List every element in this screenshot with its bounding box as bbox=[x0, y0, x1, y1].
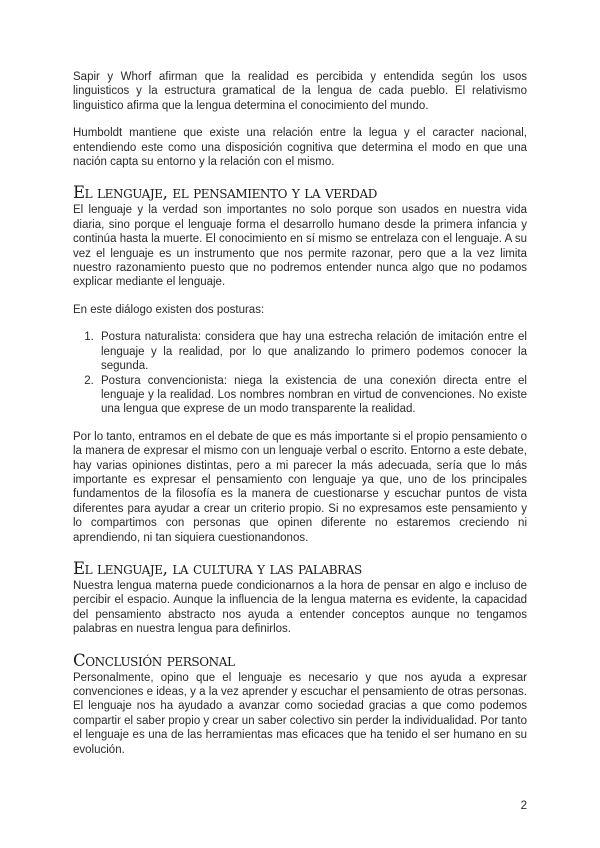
paragraph-humboldt: Humboldt mantiene que existe una relación entre la legua y el caracter nacional, entendiendo este como una disposición cognitiva que determina el modo en que una nación capta su entorno y la relación con el mismo. bbox=[73, 127, 527, 169]
paragraph-posturas-intro: En este diálogo existen dos posturas: bbox=[73, 303, 265, 316]
page-content bbox=[73, 70, 527, 770]
page-number: 2 bbox=[520, 800, 527, 812]
paragraph-debate: Por lo tanto, entramos en el debate de que es más importante si el propio pensamiento o la manera de expresar el mismo con un lenguaje verbal o escrito. Entorno a este debate, hay varias opiniones distintas, pero a mi parecer la más adecuada, sería que lo más importante es expresar el pensamiento con lenguaje ya que, uno de los principales fundamentos de la filosofía es la manera de cuestionarse y escuchar puntos de vista diferentes para ayudar a crear un criterio propio. Si no expresamos este pensamiento y lo compartimos con personas que opinen diferente no estaremos creciendo ni aprendiendo, ni tan siquiera cuestionandonos. bbox=[73, 430, 527, 544]
list-item: 2. Postura convencionista: niega la existencia de una conexión directa entre el lenguaje y la realidad. Los nombres nombran en virtud de convenciones. No existe una lengua que exprese de un modo transparente la realidad. bbox=[97, 374, 527, 417]
list-item: 1. Postura naturalista: considera que hay una estrecha relación de imitación entre el lenguaje y la realidad, por lo que analizando lo primero podemos conocer la segunda. bbox=[97, 330, 527, 373]
posturas-list bbox=[73, 330, 527, 416]
section-heading-lenguaje-pensamiento-verdad: El lenguaje, el pensamiento y la verdad bbox=[73, 183, 377, 203]
paragraph-sapir-whorf: Sapir y Whorf afirman que la realidad es percibida y entendida según los usos linguisticos y la estructura gramatical de la lengua de cada pueblo. El relativismo linguistico afirma que la lengua determina el conocimiento del mundo. bbox=[73, 71, 527, 112]
paragraph-lengua-materna: Nuestra lengua materna puede condicionarnos a la hora de pensar en algo e incluso de percibir el espacio. Aunque la influencia de la lengua materna es evidente, la capacidad del pensamiento abstracto nos ayuda a entender conceptos aunque no tengamos palabras en nuestra lengua para definirlos. bbox=[73, 579, 527, 636]
paragraph-conclusion: Personalmente, opino que el lenguaje es necesario y que nos ayuda a expresar convenciones e ideas, y a la vez aprender y escuchar el pensamiento de otras personas. El lenguaje nos ha ayudado a avanzar como sociedad gracias a que como podemos compartir el saber propio y crear un saber colectivo sin perder la individualidad. Por tanto el lenguaje es una de las herramientas mas eficaces que ha tenido el ser humano en su evolución. bbox=[73, 671, 527, 756]
paragraph-lenguaje-verdad: El lenguaje y la verdad son importantes no solo porque son usados en nuestra vida diaria, sino porque el lenguaje forma el desarrollo humano desde la primera infancia y continúa hasta la muerte. El conocimiento en sí mismo se entrelaza con el lenguaje. A su vez el lenguaje es un instrumento que nos permite razonar, pero que a la vez limita nuestro razonamiento puesto que no podremos entender nunca algo que no podamos explicar mediante el lenguaje. bbox=[73, 204, 527, 289]
section-heading-lenguaje-cultura-palabras: El lenguaje, la cultura y las palabras bbox=[73, 558, 362, 578]
section-heading-conclusion-personal: Conclusión personal bbox=[73, 650, 235, 670]
